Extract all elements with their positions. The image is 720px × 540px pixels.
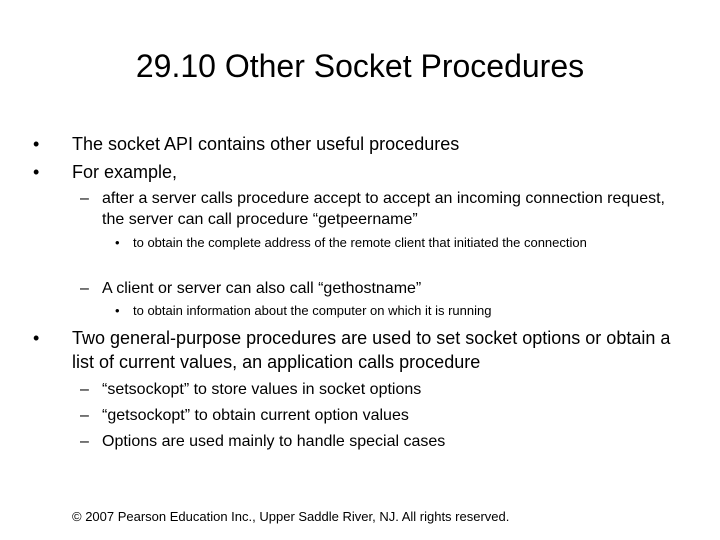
bullet-item: For example, — [72, 162, 178, 182]
bullet-dot: • — [33, 134, 40, 154]
sub-bullet-item: A client or server can also call “gethostname” — [102, 280, 422, 297]
sub-bullet-item: after a server calls procedure accept to accept an incoming connection request, the server can call procedure “getpeername” — [102, 190, 665, 228]
sub-bullet-item: “setsockopt” to store values in socket options — [102, 381, 422, 398]
dash-marker: – — [80, 280, 89, 297]
bullet-item: The socket API contains other useful procedures — [72, 134, 460, 154]
bullet-dot: • — [33, 328, 40, 348]
sub-sub-bullet-item: to obtain the complete address of the remote client that initiated the connection — [133, 235, 587, 250]
bullet-item: Two general-purpose procedures are used to set socket options or obtain a list of current values, an application calls procedure — [72, 328, 671, 372]
slide-title: 29.10 Other Socket Procedures — [135, 48, 585, 84]
copyright-footer: © 2007 Pearson Education Inc., Upper Saddle River, NJ. All rights reserved. — [72, 509, 510, 524]
sub-sub-bullet-dot: • — [115, 235, 120, 250]
sub-bullet-item: “getsockopt” to obtain current option values — [102, 407, 409, 424]
bullet-dot: • — [33, 162, 40, 182]
dash-marker: – — [80, 407, 89, 424]
dash-marker: – — [80, 381, 89, 398]
dash-marker: – — [80, 433, 89, 450]
sub-sub-bullet-dot: • — [115, 303, 120, 318]
dash-marker: – — [80, 190, 89, 207]
sub-sub-bullet-item: to obtain information about the computer on which it is running — [133, 303, 492, 318]
sub-bullet-item: Options are used mainly to handle special cases — [102, 433, 446, 450]
